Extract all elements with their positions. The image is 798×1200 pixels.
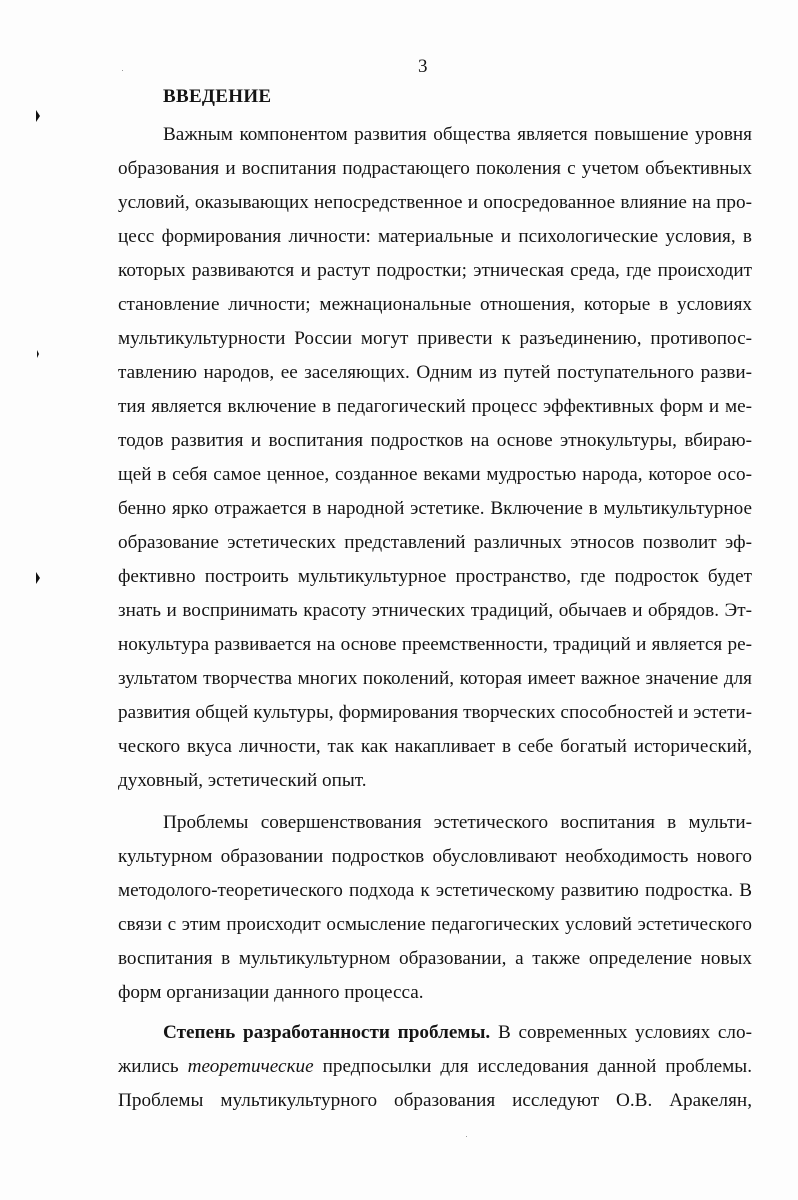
text-span: В современных условиях сло- [490,1022,752,1043]
text-span: предпосылки для исследования данной проблемы. [313,1056,752,1077]
paragraph-3-line [118,1056,752,1078]
paragraph-1-line: цесс формирования личности: материальные и психологические условия, в [118,226,752,247]
section-heading: ВВЕДЕНИЕ [163,86,272,107]
paragraph-1-line: которых развиваются и растут подростки; этническая среда, где происходит [118,260,752,281]
paragraph-1-line: образования и воспитания подрастающего поколения с учетом объективных [118,158,752,179]
paragraph-2-line: Проблемы совершенствования эстетического воспитания в мульти- [163,812,752,833]
paragraph-1-line: условий, оказывающих непосредственное и опосредованное влияние на про- [118,192,752,213]
paragraph-1-line: Важным компонентом развития общества является повышение уровня [163,124,752,145]
paragraph-1-line: бенно ярко отражается в народной эстетике. Включение в мультикультурное [118,498,752,519]
paragraph-2-line: культурном образовании подростков обусловливают необходимость нового [118,846,752,867]
paragraph-1-line: тодов развития и воспитания подростков на основе этнокультуры, вбираю- [118,430,752,451]
page-number: 3 [418,56,428,77]
paragraph-3-line [163,1022,752,1044]
paragraph-1-line: образование эстетических представлений различных этносов позволит эф- [118,532,752,553]
binding-mark [37,350,39,358]
paragraph-1-line: щей в себя самое ценное, созданное веками мудростью народа, которое осо- [118,464,752,485]
scan-speck [122,70,123,71]
text-span: жились [118,1056,188,1077]
binding-mark [36,572,40,584]
paragraph-1-line: нокультура развивается на основе преемственности, традиций и является ре- [118,634,752,655]
paragraph-1-line: тия является включение в педагогический процесс эффективных форм и ме- [118,396,752,417]
paragraph-1-line: тавлению народов, ее заселяющих. Одним из путей поступательного разви- [118,362,752,383]
paragraph-1-line: развития общей культуры, формирования творческих способностей и эстети- [118,702,752,723]
paragraph-1-line: фективно построить мультикультурное пространство, где подросток будет [118,566,752,587]
paragraph-2-line: форм организации данного процесса. [118,982,424,1003]
binding-mark [36,110,40,122]
bold-lead-text: Степень разработанности проблемы. [163,1022,491,1043]
paragraph-2-line: методолого-теоретического подхода к эстетическому развитию подростка. В [118,880,752,901]
paragraph-3-line: Проблемы мультикультурного образования исследуют О.В. Аракелян, [118,1090,752,1111]
italic-term: теоретические [187,1056,314,1077]
paragraph-2-line: воспитания в мультикультурном образовании, а также определение новых [118,948,752,969]
paragraph-1-line: мультикультурности России могут привести к разъединению, противопос- [118,328,752,349]
paragraph-1-line: духовный, эстетический опыт. [118,770,367,791]
scan-speck [466,1136,467,1137]
paragraph-1-line: становление личности; межнациональные отношения, которые в условиях [118,294,752,315]
paragraph-1-line: зультатом творчества многих поколений, которая имеет важное значение для [118,668,752,689]
paragraph-1-line: ческого вкуса личности, так как накапливает в себе богатый исторический, [118,736,752,757]
paragraph-2-line: связи с этим происходит осмысление педагогических условий эстетического [118,914,752,935]
paragraph-1-line: знать и воспринимать красоту этнических традиций, обычаев и обрядов. Эт- [118,600,752,621]
